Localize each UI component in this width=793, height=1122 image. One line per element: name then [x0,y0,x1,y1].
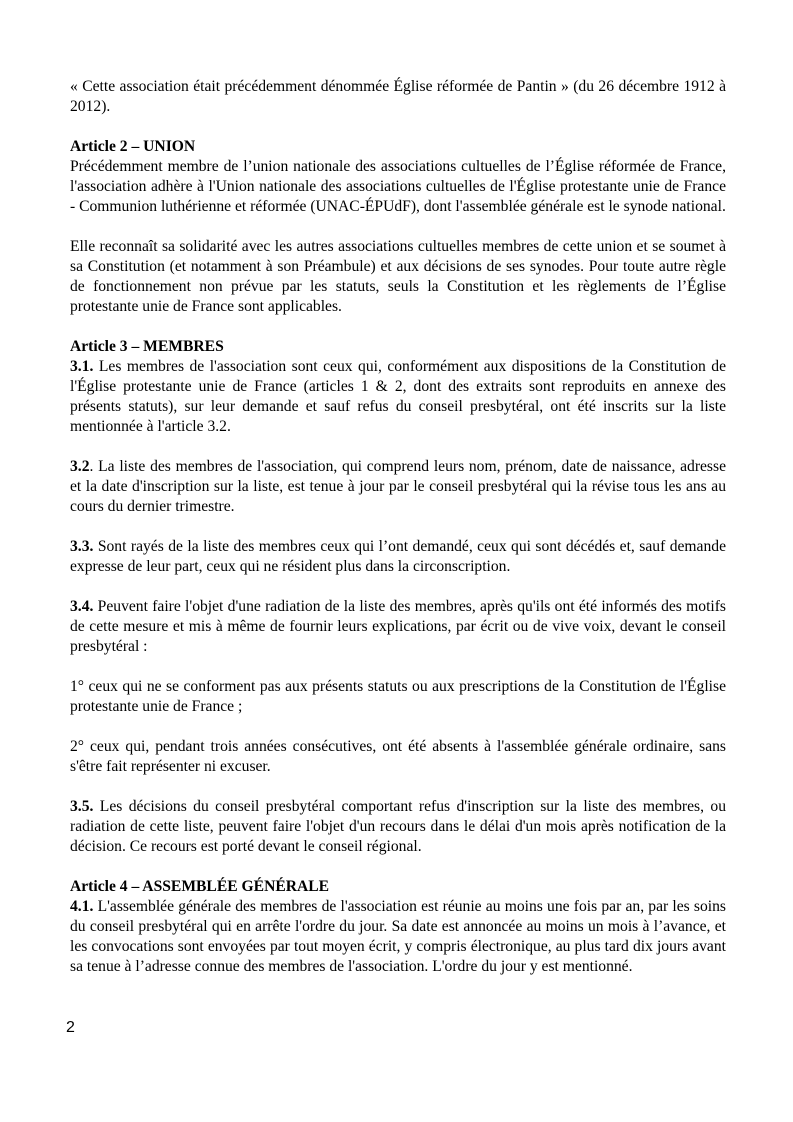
section-4-1-text: L'assemblée générale des membres de l'association est réunie au moins une fois par an, par les soins du conseil presbytéral qui en arrête l'ordre du jour. Sa date est annoncée au moins un mois à l’avance, et les convocations sont envoyées par tout moyen écrit, y compris électronique, au plus tard dix jours avant sa tenue à l’adresse connue des membres de l'association. L'ordre du jour y est mentionné. [70,898,726,975]
section-3-1-text: Les membres de l'association sont ceux qui, conformément aux dispositions de la Constitution de l'Église protestante unie de France (articles 1 & 2, dont des extraits sont reproduits en annexe des présents statuts), sur leur demande et sauf refus du conseil presbytéral, ont été inscrits sur la liste mentionnée à l'article 3.2. [70,358,726,435]
section-3-2 [70,457,726,517]
section-3-2-text: . La liste des membres de l'association, qui comprend leurs nom, prénom, date de naissance, adresse et la date d'inscription sur la liste, est tenue à jour par le conseil presbytéral qui la révise tous les ans au cours du dernier trimestre. [70,458,726,515]
section-3-4 [70,597,726,657]
section-3-1 [70,357,726,437]
section-3-4-number: 3.4. [70,598,94,615]
section-3-3-number: 3.3. [70,538,94,555]
section-3-5 [70,797,726,857]
section-3-3-text: Sont rayés de la liste des membres ceux qui l’ont demandé, ceux qui sont décédés et, sauf demande expresse de leur part, ceux qui ne résident plus dans la circonscription. [70,538,726,575]
section-3-3 [70,537,726,577]
section-3-5-text: Les décisions du conseil presbytéral comportant refus d'inscription sur la liste des membres, ou radiation de cette liste, peuvent faire l'objet d'un recours dans le délai d'un mois après notification de la décision. Ce recours est porté devant le conseil régional. [70,798,726,855]
article-2-paragraph-1: Précédemment membre de l’union nationale des associations cultuelles de l’Église réformée de France, l'association adhère à l'Union nationale des associations cultuelles de l'Église protestante unie de France - Communion luthérienne et réformée (UNAC-ÉPUdF), dont l'assemblée générale est le synode national. [70,158,726,215]
section-3-1-number: 3.1. [70,358,94,375]
section-3-4-text: Peuvent faire l'objet d'une radiation de la liste des membres, après qu'ils ont été informés des motifs de cette mesure et mis à même de fournir leurs explications, par écrit ou de vive voix, devant le conseil presbytéral : [70,598,726,655]
intro-paragraph: « Cette association était précédemment dénommée Église réformée de Pantin » (du 26 décembre 1912 à 2012). [70,78,726,115]
section-4-1-number: 4.1. [70,898,94,915]
article-4-heading: Article 4 – ASSEMBLÉE GÉNÉRALE [70,878,330,895]
section-3-4-item-1: 1° ceux qui ne se conforment pas aux présents statuts ou aux prescriptions de la Constitution de l'Église protestante unie de France ; [70,678,726,715]
section-4-1 [70,897,726,977]
section-3-4-item-2: 2° ceux qui, pendant trois années consécutives, ont été absents à l'assemblée générale ordinaire, sans s'être fait représenter ni excuser. [70,738,726,775]
article-2-heading: Article 2 – UNION [70,138,196,155]
article-3-heading: Article 3 – MEMBRES [70,338,224,355]
section-3-2-number: 3.2 [70,458,90,475]
document-page [70,77,726,977]
section-3-5-number: 3.5. [70,798,94,815]
article-2-paragraph-2: Elle reconnaît sa solidarité avec les autres associations cultuelles membres de cette union et se soumet à sa Constitution (et notamment à son Préambule) et aux décisions de ses synodes. Pour toute autre règle de fonctionnement non prévue par les statuts, seuls la Constitution et les règlements de l’Église protestante unie de France sont applicables. [70,238,726,315]
page-number: 2 [66,1019,75,1036]
